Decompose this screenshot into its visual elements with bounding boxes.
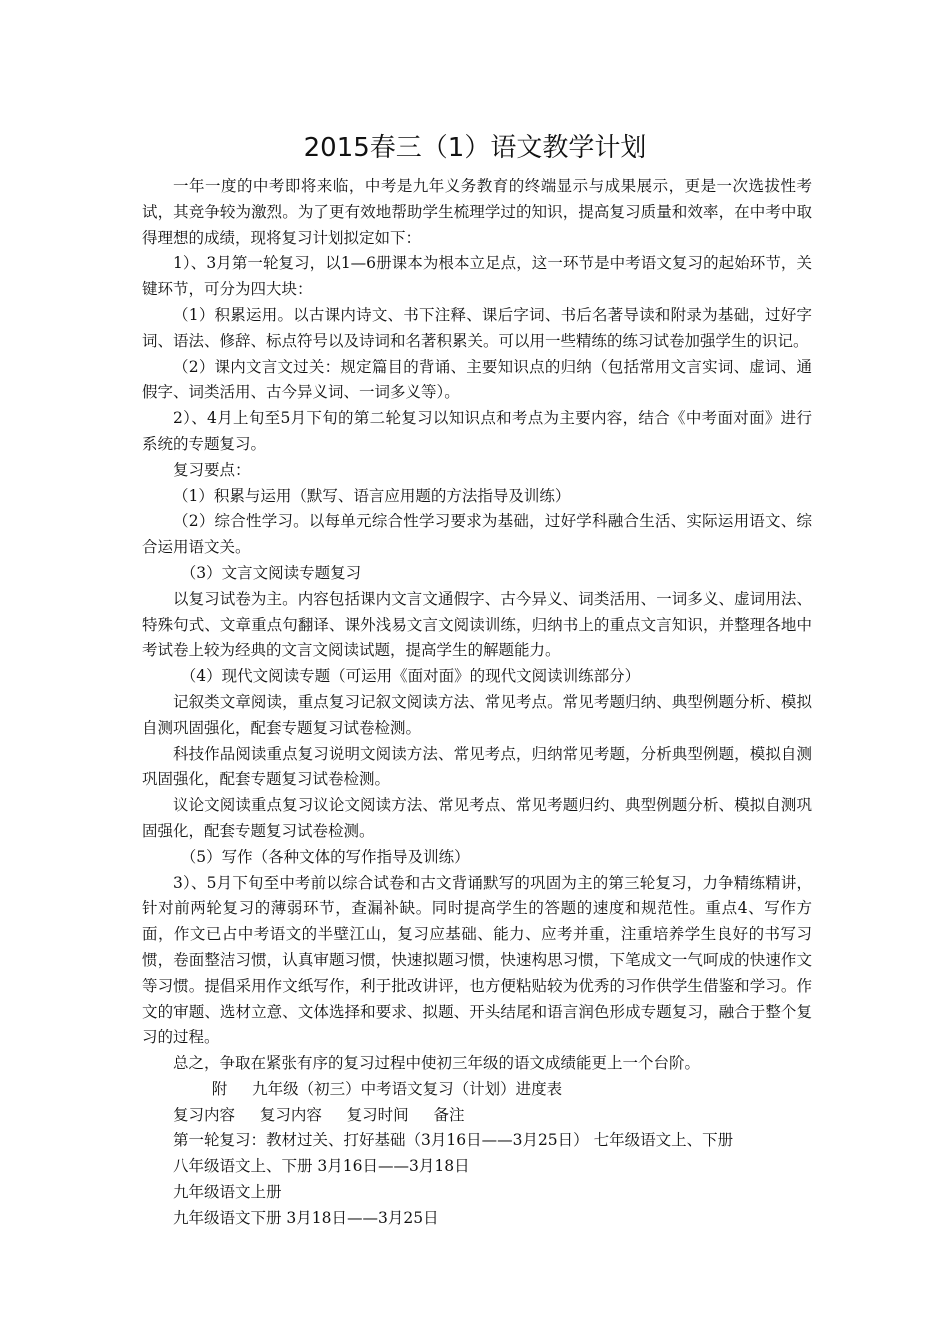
round-three-paragraph: 3）、5月下旬至中考前以综合试卷和古文背诵默写的巩固为主的第三轮复习，力争精练精讲，针对前两轮复习的薄弱环节，查漏补缺。同时提高学生的答题的速度和规范性。重点4、写作方面，作文已占中考语文的半壁江山，复习应基础、能力、应考并重，注重培养学生良好的书写习惯，卷面整洁习惯，认真审题习惯，快速拟题习惯，快速构思习惯，下笔成文一气呵成的快速作文等习惯。提倡采用作文纸写作，利于批改讲评，也方便粘贴较为优秀的习作供学生借鉴和学习。作文的审题、选材立意、文体选择和要求、拟题、开头结尾和语言润色形成专题复习，融合于整个复习的过程。 — [142, 873, 812, 1047]
schedule-row: 第一轮复习：教材过关、打好基础（3月16日——3月25日） 七年级语文上、下册 — [173, 1131, 734, 1150]
appendix-label: 附 — [211, 1079, 228, 1098]
review-point-1: （1）积累与运用（默写、语言应用题的方法指导及训练） — [173, 486, 571, 505]
review-point-5: （5）写作（各种文体的写作指导及训练） — [180, 847, 470, 866]
classical-reading-paragraph: 以复习试卷为主。内容包括课内文言文通假字、古今异义、词类活用、一词多义、虚词用法、特殊句式、文章重点句翻译、课外浅易文言文阅读训练，归纳书上的重点文言知识，并整理各地中考试卷上较为经典的文言文阅读试题，提高学生的解题能力。 — [142, 589, 812, 660]
review-point-4: （4）现代文阅读专题（可运用《面对面》的现代文阅读训练部分） — [180, 667, 641, 686]
review-point-2: （2）综合性学习。以每单元综合性学习要求为基础，过好学科融合生活、实际运用语文、综合运用语文关。 — [142, 512, 812, 557]
schedule-header-cell: 复习内容 — [259, 1105, 322, 1124]
schedule-header-cell: 备注 — [433, 1105, 465, 1124]
round-two-paragraph: 2）、4月上旬至5月下旬的第二轮复习以知识点和考点为主要内容，结合《中考面对面》进行系统的专题复习。 — [142, 409, 812, 453]
appendix-line — [142, 1077, 812, 1103]
schedule-header-row — [142, 1103, 812, 1129]
review-point-3: （3）文言文阅读专题复习 — [180, 563, 362, 582]
round-one-paragraph: 1）、3月第一轮复习，以1—6册课本为根本立足点，这一环节是中考语文复习的起始环节，关键环节，可分为四大块： — [142, 254, 812, 299]
appendix-title: 九年级（初三）中考语文复习（计划）进度表 — [252, 1079, 563, 1098]
schedule-row: 八年级语文上、下册 3月16日——3月18日 — [173, 1157, 470, 1176]
argument-reading-paragraph: 议论文阅读重点复习议论文阅读方法、常见考点、常见考题归约、典型例题分析、模拟自测巩固强化，配套专题复习试卷检测。 — [142, 796, 812, 840]
accumulation-paragraph: （1）积累运用。以古课内诗文、书下注释、课后字词、书后名著导读和附录为基础，过好字词、语法、修辞、标点符号以及诗词和名著积累关。可以用一些精练的练习试卷加强学生的识记。 — [142, 305, 812, 350]
classical-chinese-paragraph: （2）课内文言文过关：规定篇目的背诵、主要知识点的归纳（包括常用文言实词、虚词、通假字、词类活用、古今异义词、一词多义等）。 — [142, 357, 812, 402]
schedule-header-cell: 复习内容 — [173, 1105, 236, 1124]
intro-paragraph: 一年一度的中考即将来临，中考是九年义务教育的终端显示与成果展示，更是一次选拔性考试，其竞争较为激烈。为了更有效地帮助学生梳理学过的知识，提高复习质量和效率，在中考中取得理想的成绩，现将复习计划拟定如下： — [142, 177, 812, 247]
document-body — [142, 174, 812, 1232]
narrative-reading-paragraph: 记叙类文章阅读，重点复习记叙文阅读方法、常见考点。常见考题归纳、典型例题分析、模拟自测巩固强化，配套专题复习试卷检测。 — [142, 692, 812, 737]
schedule-header-cell: 复习时间 — [346, 1105, 409, 1124]
schedule-row: 九年级语文上册 — [173, 1183, 282, 1202]
document-title: 2015春三（1）语文教学计划 — [303, 133, 647, 163]
science-reading-paragraph: 科技作品阅读重点复习说明文阅读方法、常见考点，归纳常见考题，分析典型例题，模拟自测巩固强化，配套专题复习试卷检测。 — [142, 744, 812, 789]
review-points-heading: 复习要点： — [173, 460, 251, 479]
conclusion-paragraph: 总之，争取在紧张有序的复习过程中使初三年级的语文成绩能更上一个台阶。 — [173, 1054, 701, 1073]
schedule-row: 九年级语文下册 3月18日——3月25日 — [173, 1208, 439, 1227]
